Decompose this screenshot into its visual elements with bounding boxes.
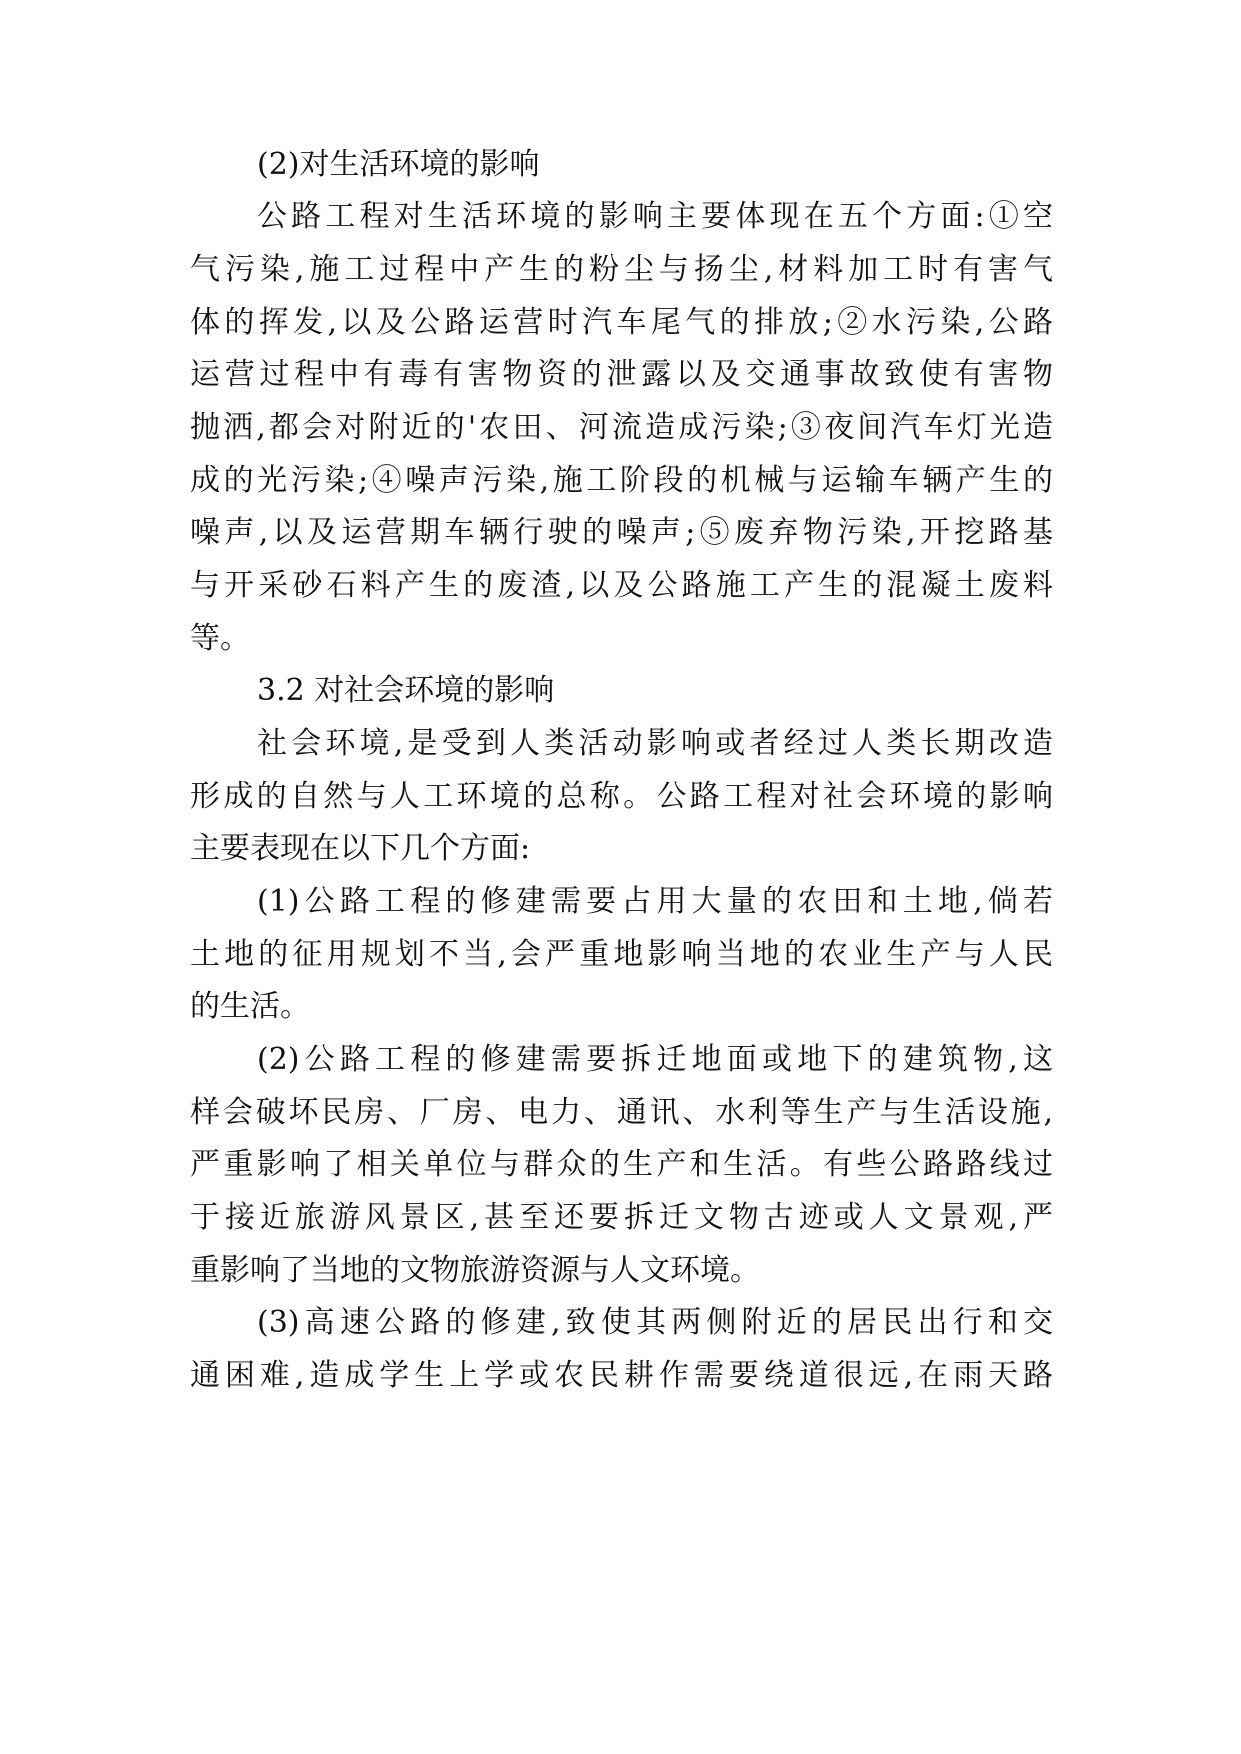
text-line: 抛洒,都会对附近的'农田、河流造成污染;③夜间汽车灯光造 xyxy=(190,410,1053,445)
text-line: 重影响了当地的文物旅游资源与人文环境。 xyxy=(190,1253,760,1288)
paragraph-line xyxy=(0,829,1241,869)
list-item-2-line xyxy=(0,1040,1241,1080)
section-heading-3-2 xyxy=(0,671,1241,711)
text-line: (1)公路工程的修建需要占用大量的农田和土地,倘若 xyxy=(257,884,1053,919)
list-item-2-line xyxy=(0,1093,1241,1133)
text-line: 噪声,以及运营期车辆行驶的噪声;⑤废弃物污染,开挖路基 xyxy=(190,515,1053,550)
text-line: 运营过程中有毒有害物资的泄露以及交通事故致使有害物 xyxy=(190,357,1053,392)
paragraph-line xyxy=(0,461,1241,501)
text-line: 主要表现在以下几个方面: xyxy=(190,831,531,866)
text-line: (2)公路工程的修建需要拆迁地面或地下的建筑物,这 xyxy=(257,1042,1053,1077)
text-line: 形成的自然与人工环境的总称。公路工程对社会环境的影响 xyxy=(190,779,1053,814)
text-line: 成的光污染;④噪声污染,施工阶段的机械与运输车辆产生的 xyxy=(190,463,1053,498)
subheading-living-environment xyxy=(0,145,1241,185)
text-line: 样会破坏民房、厂房、电力、通讯、水利等生产与生活设施, xyxy=(190,1095,1053,1130)
text-line: 体的挥发,以及公路运营时汽车尾气的排放;②水污染,公路 xyxy=(190,305,1053,340)
text-line: 与开采砂石料产生的废渣,以及公路施工产生的混凝土废料 xyxy=(190,568,1053,603)
text-line: (3)高速公路的修建,致使其两侧附近的居民出行和交 xyxy=(257,1305,1053,1340)
text-line: 社会环境,是受到人类活动影响或者经过人类长期改造 xyxy=(257,726,1053,761)
list-item-3-line xyxy=(0,1356,1241,1396)
text-line: 公路工程对生活环境的影响主要体现在五个方面:①空 xyxy=(257,199,1053,234)
paragraph-line xyxy=(0,355,1241,395)
paragraph-line xyxy=(0,197,1241,237)
text-line: 气污染,施工过程中产生的粉尘与扬尘,材料加工时有害气 xyxy=(190,252,1053,287)
paragraph-line xyxy=(0,250,1241,290)
paragraph-line xyxy=(0,777,1241,817)
paragraph-line xyxy=(0,724,1241,764)
list-item-2-line xyxy=(0,1145,1241,1185)
list-item-2-line xyxy=(0,1198,1241,1238)
list-item-1-line xyxy=(0,935,1241,975)
text-line: 通困难,造成学生上学或农民耕作需要绕道很远,在雨天路 xyxy=(190,1358,1053,1393)
text-line: 严重影响了相关单位与群众的生产和生活。有些公路路线过 xyxy=(190,1147,1053,1182)
list-item-2-line xyxy=(0,1251,1241,1291)
text-line: (2)对生活环境的影响 xyxy=(257,147,540,182)
text-line: 于接近旅游风景区,甚至还要拆迁文物古迹或人文景观,严 xyxy=(190,1200,1053,1235)
paragraph-line xyxy=(0,619,1241,659)
list-item-1-line xyxy=(0,987,1241,1027)
paragraph-line xyxy=(0,566,1241,606)
text-line: 的生活。 xyxy=(190,989,310,1024)
text-line: 土地的征用规划不当,会严重地影响当地的农业生产与人民 xyxy=(190,937,1053,972)
paragraph-line xyxy=(0,408,1241,448)
list-item-1-line xyxy=(0,882,1241,922)
paragraph-line xyxy=(0,303,1241,343)
text-line: 等。 xyxy=(190,621,250,656)
paragraph-line xyxy=(0,513,1241,553)
text-line: 3.2 对社会环境的影响 xyxy=(257,673,555,708)
list-item-3-line xyxy=(0,1303,1241,1343)
